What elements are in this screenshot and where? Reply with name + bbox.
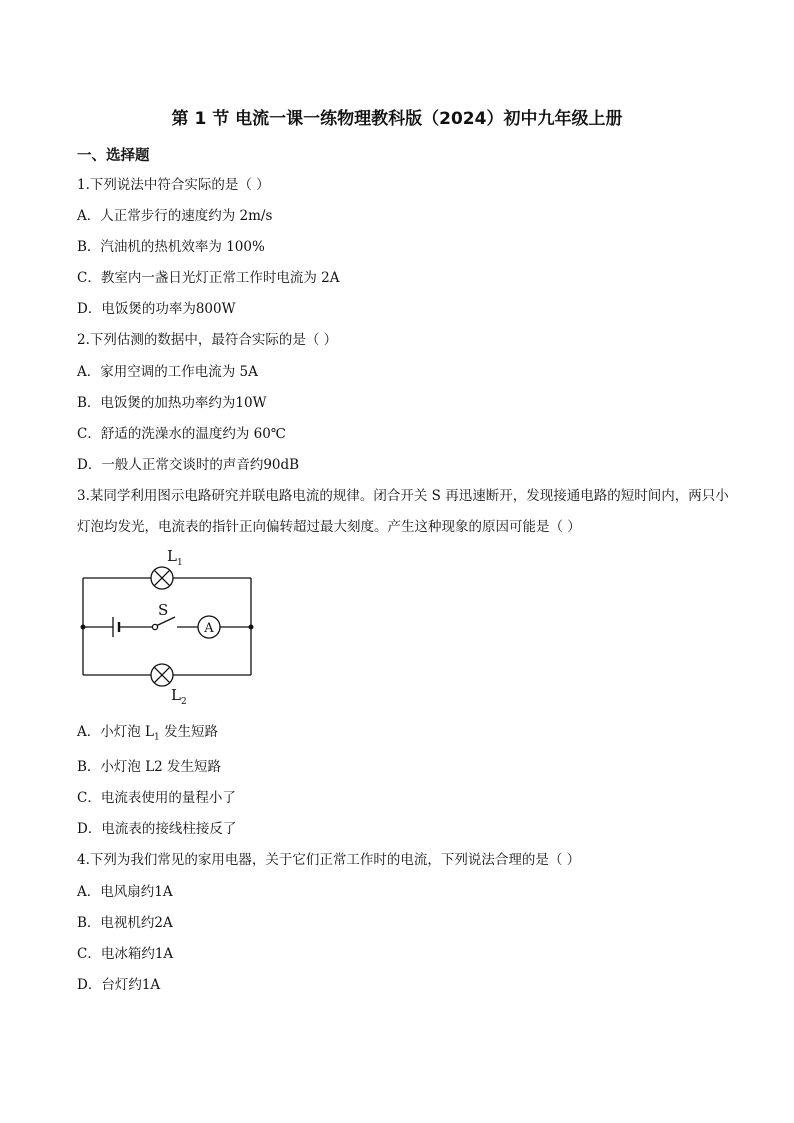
- switch-label: S: [158, 601, 169, 619]
- question-2-option-a: A．家用空调的工作电流为 5A: [77, 364, 258, 380]
- question-3-stem: 3.某同学利用图示电路研究并联电路电流的规律。闭合开关 S 再迅速断开，发现接通电路的短时间内，两只小灯泡均发光，电流表的指针正向偏转超过最大刻度。产生这种现象的原因可能是（ ）: [77, 488, 729, 535]
- question-3-option-b: B．小灯泡 L2 发生短路: [77, 759, 222, 775]
- question-2-option-c: C．舒适的洗澡水的温度约为 60℃: [77, 426, 286, 442]
- question-4-option-a: A．电风扇约1A: [77, 884, 173, 900]
- question-2-option-b: B．电饭煲的加热功率约为10W: [77, 395, 267, 411]
- question-3-option-d: D．电流表的接线柱接反了: [77, 821, 237, 837]
- circuit-diagram: [72, 543, 272, 708]
- question-4-stem: 4.下列为我们常见的家用电器，关于它们正常工作时的电流，下列说法合理的是（ ）: [77, 852, 581, 868]
- question-2-stem: 2.下列估测的数据中，最符合实际的是（ ）: [77, 332, 338, 348]
- question-1-option-b: B．汽油机的热机效率为 100%: [77, 239, 265, 255]
- section-heading: 一、选择题: [77, 148, 150, 164]
- question-1-stem: 1.下列说法中符合实际的是（ ）: [77, 177, 270, 193]
- lamp-1-label: $L_1$: [167, 547, 183, 568]
- ammeter-label: A: [204, 621, 214, 636]
- question-3-option-c: C．电流表使用的量程小了: [77, 790, 236, 806]
- page-title: 第 1 节 电流一课一练物理教科版（2024）初中九年级上册: [171, 109, 623, 129]
- junction-right: [249, 625, 254, 630]
- question-1-option-d: D．电饭煲的功率为800W: [77, 301, 236, 317]
- question-4-option-d: D．台灯约1A: [77, 977, 161, 993]
- question-4-option-c: C．电冰箱约1A: [77, 946, 174, 962]
- question-3-option-a: A．小灯泡 $L_1$ 发生短路: [77, 724, 219, 743]
- switch-pivot: [152, 624, 157, 629]
- question-1-option-c: C．教室内一盏日光灯正常工作时电流为 2A: [77, 270, 340, 286]
- junction-left: [81, 625, 86, 630]
- lamp-2-label: $L_2$: [171, 686, 187, 707]
- question-1-option-a: A．人正常步行的速度约为 2m/s: [77, 208, 273, 224]
- question-2-option-d: D．一般人正常交谈时的声音约90dB: [77, 457, 300, 473]
- question-4-option-b: B．电视机约2A: [77, 915, 173, 931]
